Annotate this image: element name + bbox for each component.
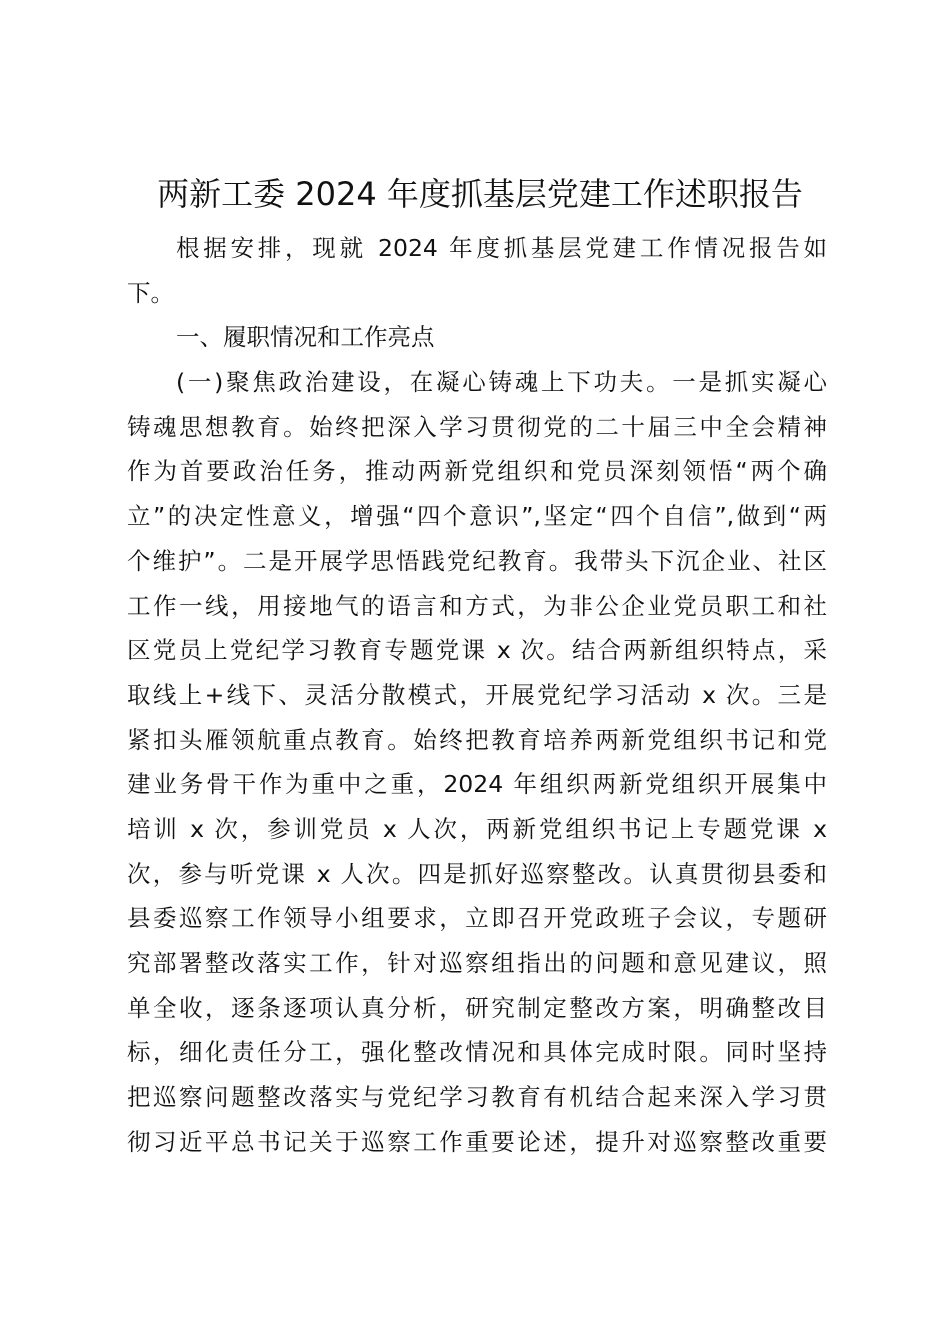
paragraph-line: 立”的决定性意义，增强“四个意识”,坚定“四个自信”,做到“两 [127, 502, 827, 531]
paragraph-line: 县委巡察工作领导小组要求，立即召开党政班子会议，专题研 [127, 904, 827, 933]
paragraph-line: 根据安排，现就 2024 年度抓基层党建工作情况报告如 [176, 234, 827, 262]
paragraph-line: 建业务骨干作为重中之重，2024 年组织两新党组织开展集中 [127, 770, 827, 799]
paragraph-line: (一)聚焦政治建设，在凝心铸魂上下功夫。一是抓实凝心 [176, 368, 827, 397]
paragraph-line: 取线上+线下、灵活分散模式，开展党纪学习活动 x 次。三是 [127, 680, 827, 709]
paragraph-line: 彻习近平总书记关于巡察工作重要论述，提升对巡察整改重要 [127, 1127, 827, 1156]
paragraph-line: 标，细化责任分工，强化整改情况和具体完成时限。同时坚持 [127, 1038, 827, 1067]
paragraph-line: 紧扣头雁领航重点教育。始终把教育培养两新党组织书记和党 [127, 725, 827, 754]
paragraph-line: 究部署整改落实工作，针对巡察组指出的问题和意见建议，照 [127, 949, 827, 977]
paragraph-line: 下。 [127, 278, 174, 307]
section-heading: 一、履职情况和工作亮点 [176, 323, 435, 352]
paragraph-line: 铸魂思想教育。始终把深入学习贯彻党的二十届三中全会精神 [127, 412, 827, 441]
paragraph-line: 单全收，逐条逐项认真分析，研究制定整改方案，明确整改目 [127, 993, 827, 1022]
paragraph-line: 作为首要政治任务，推动两新党组织和党员深刻领悟“两个确 [127, 457, 827, 486]
paragraph-line: 个维护”。二是开展学思悟践党纪教育。我带头下沉企业、社区 [127, 546, 827, 575]
paragraph-line: 培训 x 次，参训党员 x 人次，两新党组织书记上专题党课 x [127, 814, 827, 843]
document-body [127, 226, 827, 1164]
document-title: 两新工委 2024 年度抓基层党建工作述职报告 [157, 175, 803, 213]
paragraph-line: 区党员上党纪学习教育专题党课 x 次。结合两新组织特点，采 [127, 636, 827, 665]
paragraph-line: 次，参与听党课 x 人次。四是抓好巡察整改。认真贯彻县委和 [127, 859, 827, 888]
paragraph-line: 工作一线，用接地气的语言和方式，为非公企业党员职工和社 [127, 591, 827, 620]
paragraph-line: 把巡察问题整改落实与党纪学习教育有机结合起来深入学习贯 [127, 1083, 827, 1112]
